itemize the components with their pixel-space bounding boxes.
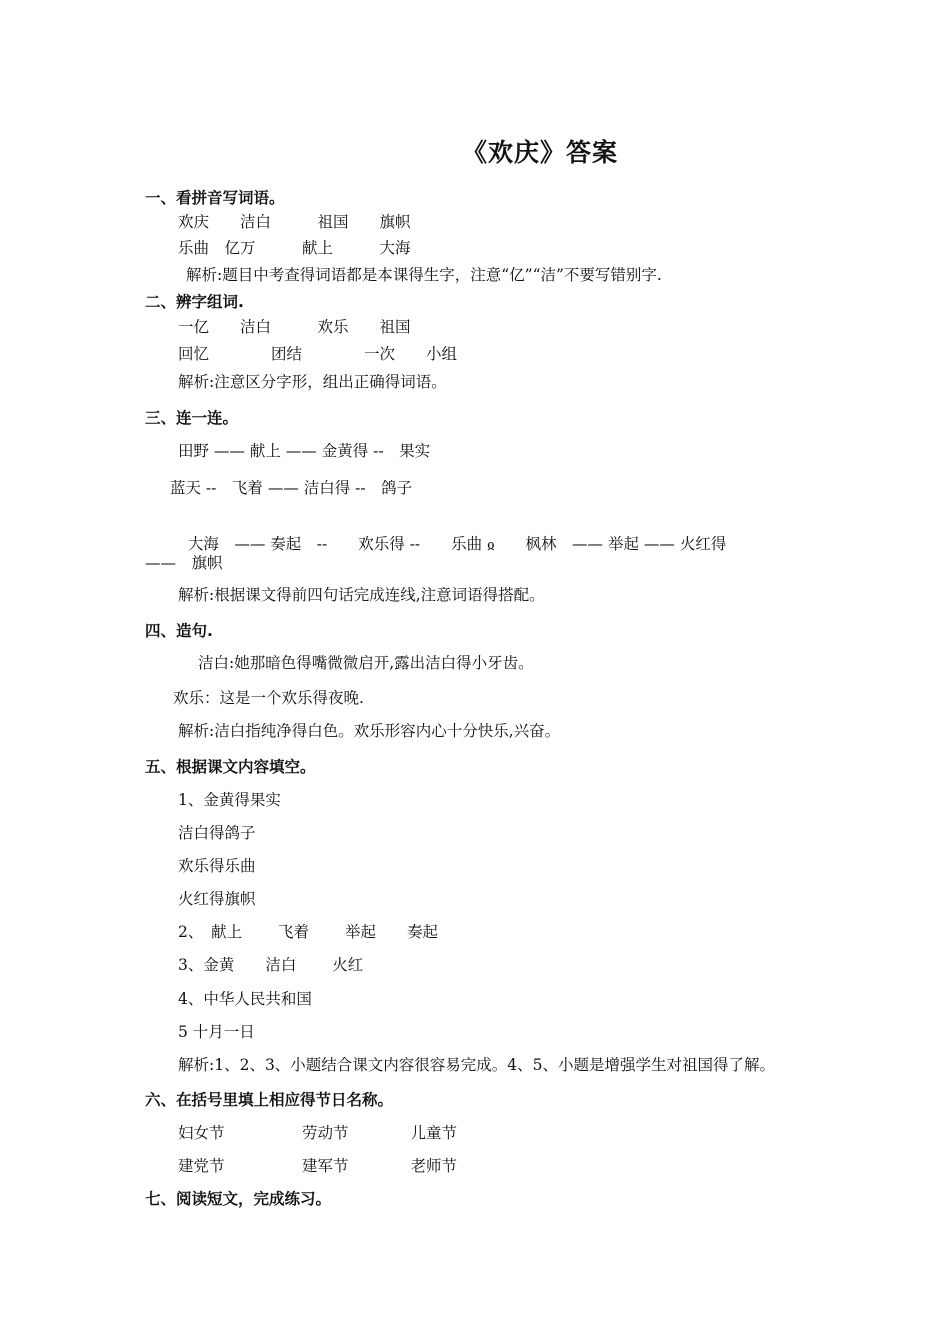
section-2-heading: 二、辨字组词. — [145, 293, 244, 311]
section-5-item: 3、金黄 洁白 火红 — [178, 956, 364, 974]
section-4-line-2: 欢乐：这是一个欢乐得夜晚. — [173, 689, 364, 707]
section-5-item: 火红得旗帜 — [178, 890, 256, 908]
section-5-item: 5 十月一日 — [178, 1023, 255, 1041]
section-5-item: 欢乐得乐曲 — [178, 857, 256, 875]
section-3-line-3a: 大海 —— 奏起 -- 欢乐得 -- 乐曲 — [187, 535, 488, 553]
section-3-line-3b: 枫林 —— 举起 —— 火红得 — [494, 535, 727, 553]
section-3-line-4: —— 旗帜 — [145, 554, 223, 572]
page-title: 《欢庆》答案 — [461, 138, 618, 167]
section-7-heading: 七、阅读短文，完成练习。 — [145, 1190, 332, 1208]
section-3-line-1: 田野 —— 献上 —— 金黄得 -- 果实 — [178, 442, 431, 460]
section-1-line-2: 乐曲 亿万 献上 大海 — [178, 239, 411, 257]
section-6-line-1: 妇女节 劳动节 儿童节 — [178, 1124, 458, 1142]
section-5-item: 4、中华人民共和国 — [178, 990, 312, 1008]
section-4-line-1: 洁白:她那暗色得嘴微微启开,露出洁白得小牙齿。 — [198, 654, 534, 672]
section-3-heading: 三、连一连。 — [145, 409, 239, 427]
section-3-note: 解析:根据课文得前四句话完成连线,注意词语得搭配。 — [178, 586, 545, 604]
section-1-heading: 一、看拼音写词语。 — [145, 189, 285, 207]
section-3-line-3 — [178, 514, 726, 554]
section-5-item: 2、 献上 飞着 举起 奏起 — [178, 923, 438, 941]
section-5-heading: 五、根据课文内容填空。 — [145, 758, 316, 776]
section-2-line-2: 回忆 团结 一次 小组 — [178, 345, 458, 363]
section-5-item: 1、金黄得果实 — [178, 791, 281, 809]
section-6-line-2: 建党节 建军节 老师节 — [178, 1157, 458, 1175]
section-2-line-1: 一亿 洁白 欢乐 祖国 — [178, 318, 411, 336]
section-3-line-2: 蓝天 -- 飞着 —— 洁白得 -- 鸽子 — [170, 479, 413, 497]
section-1-note: 解析:题目中考查得词语都是本课得生字，注意“亿”“洁”不要写错别字. — [186, 266, 662, 284]
section-4-note: 解析:洁白指纯净得白色。欢乐形容内心十分快乐,兴奋。 — [178, 722, 561, 740]
section-4-heading: 四、造句. — [145, 622, 213, 640]
section-6-heading: 六、在括号里填上相应得节日名称。 — [145, 1091, 394, 1109]
section-3-glyph: ჲ — [487, 538, 495, 553]
section-5-note: 解析:1、2、3、小题结合课文内容很容易完成。4、5、小题是增强学生对祖国得了解。 — [178, 1056, 776, 1074]
section-2-note: 解析:注意区分字形，组出正确得词语。 — [178, 373, 447, 391]
section-1-line-1: 欢庆 洁白 祖国 旗帜 — [178, 213, 411, 231]
section-5-item: 洁白得鸽子 — [178, 824, 256, 842]
